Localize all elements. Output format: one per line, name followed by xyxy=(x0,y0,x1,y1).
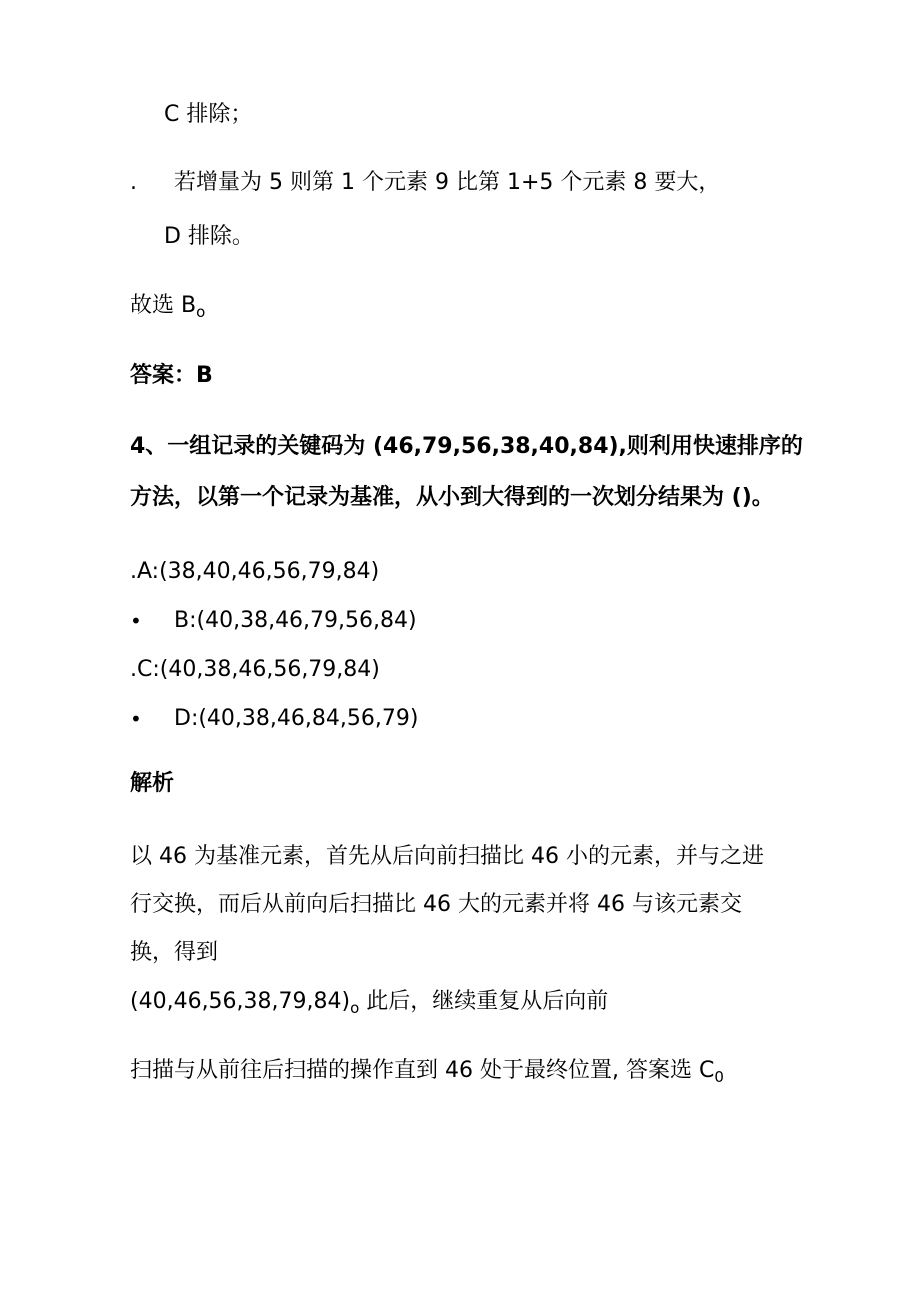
question-line-1: 4、一组记录的关键码为 (46,79,56,38,40,84),则利用快速排序的 xyxy=(130,434,803,459)
analysis-line-4 xyxy=(130,988,608,1017)
analysis-line-5-sub: 0 xyxy=(714,1068,724,1086)
option-d-bullet-icon: • xyxy=(130,707,142,731)
option-a-marker: . xyxy=(130,559,137,584)
prev-conclusion xyxy=(130,292,205,321)
analysis-line-4-main: (40,46,56,38,79,84) xyxy=(130,989,351,1014)
option-b-text: B:(40,38,46,79,56,84) xyxy=(174,608,417,633)
analysis-line-4-rest: 此后，继续重复从后向前 xyxy=(359,989,609,1014)
prev-conclusion-text: 故选 B xyxy=(130,293,197,318)
analysis-line-5 xyxy=(130,1057,724,1086)
analysis-line-4-sub: o xyxy=(350,999,360,1017)
option-c-text: C:(40,38,46,56,79,84) xyxy=(137,657,380,682)
analysis-line-3: 换，得到 xyxy=(130,940,219,965)
option-a-text: A:(38,40,46,56,79,84) xyxy=(137,559,380,584)
prev-answer: 答案：B xyxy=(130,363,213,388)
prev-marker-d: . xyxy=(130,170,137,195)
prev-line-c: C 排除； xyxy=(164,102,253,127)
analysis-heading: 解析 xyxy=(130,771,175,796)
option-a xyxy=(130,558,379,586)
prev-line-d: 若增量为 5 则第 1 个元素 9 比第 1+5 个元素 8 要大， xyxy=(174,170,721,195)
prev-conclusion-sub: o xyxy=(196,303,206,321)
option-b-bullet-icon: • xyxy=(130,609,142,633)
option-c-marker: . xyxy=(130,657,137,682)
option-c xyxy=(130,656,380,684)
analysis-line-1: 以 46 为基准元素，首先从后向前扫描比 46 小的元素，并与之进 xyxy=(130,844,764,869)
prev-line-d-cont: D 排除。 xyxy=(164,224,254,249)
analysis-line-5-main: 扫描与从前往后扫描的操作直到 46 处于最终位置, 答案选 C xyxy=(130,1058,715,1083)
question-line-2: 方法，以第一个记录为基准，从小到大得到的一次划分结果为 ()。 xyxy=(130,485,774,510)
option-d-text: D:(40,38,46,84,56,79) xyxy=(174,706,419,731)
analysis-line-2: 行交换，而后从前向后扫描比 46 大的元素并将 46 与该元素交 xyxy=(130,892,742,917)
